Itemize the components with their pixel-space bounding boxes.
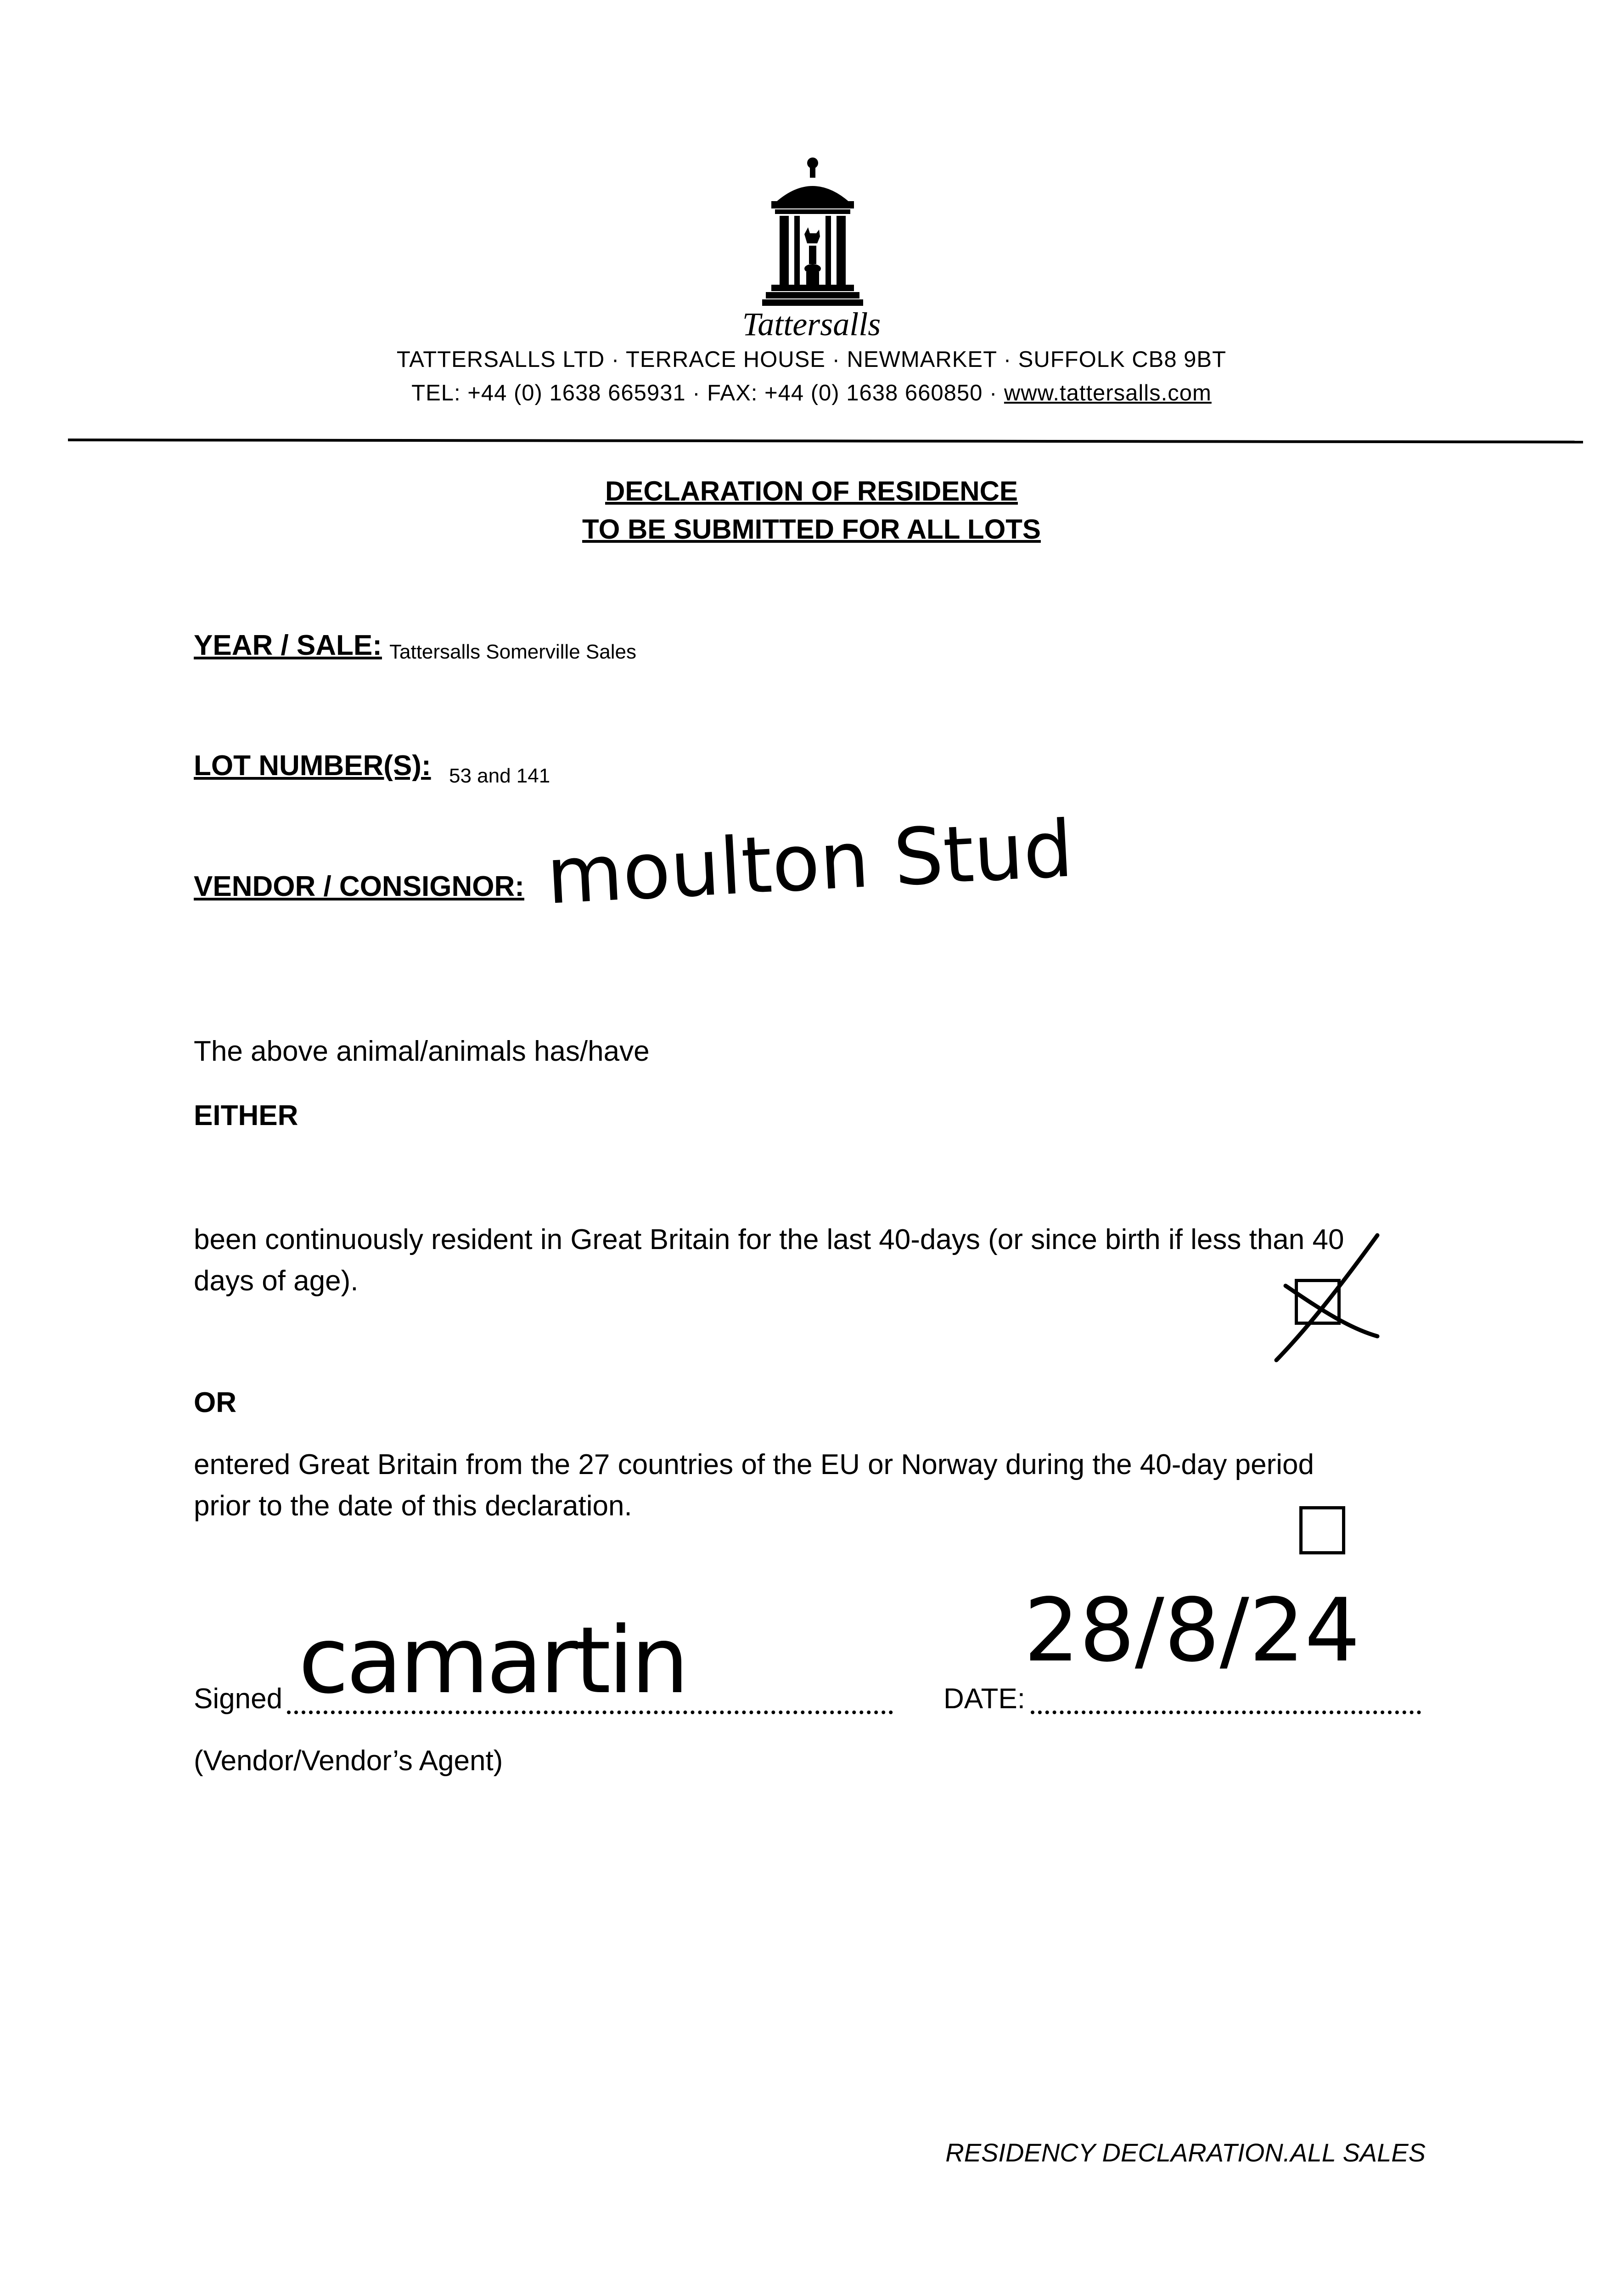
footer-text: RESIDENCY DECLARATION.ALL SALES <box>945 2138 1426 2167</box>
signed-label: Signed <box>194 1683 283 1715</box>
declaration-title-line2: TO BE SUBMITTED FOR ALL LOTS <box>582 514 1041 545</box>
declaration-title-line1: DECLARATION OF RESIDENCE <box>605 476 1018 506</box>
tattersalls-logo-icon <box>762 152 863 308</box>
website-link[interactable]: www.tattersalls.com <box>1004 381 1212 405</box>
or-label: OR <box>194 1387 236 1418</box>
option1-line2: days of age). <box>194 1265 359 1297</box>
vendor-consignor-label: VENDOR / CONSIGNOR: <box>194 871 524 902</box>
checkmark-cross-icon <box>1272 1231 1382 1364</box>
option2-line2: prior to the date of this declaration. <box>194 1490 632 1522</box>
lot-number-label: LOT NUMBER(S): <box>194 750 431 782</box>
either-label: EITHER <box>194 1100 298 1131</box>
intro-text: The above animal/animals has/have <box>194 1035 650 1067</box>
date-label: DATE: <box>943 1683 1025 1715</box>
brand-name: Tattersalls <box>742 306 881 343</box>
option2-text <box>194 1444 1433 1527</box>
date-value: 28/8/24 <box>1024 1580 1360 1681</box>
year-sale-value: Tattersalls Somerville Sales <box>389 641 636 663</box>
company-address: TATTERSALLS LTD · TERRACE HOUSE · NEWMARKET · SUFFOLK CB8 9BT <box>396 347 1227 372</box>
company-contact <box>0 380 1623 406</box>
signer-role: (Vendor/Vendor’s Agent) <box>194 1745 503 1777</box>
option1-text <box>194 1219 1433 1302</box>
option2-line1: entered Great Britain from the 27 countries of the EU or Norway during the 40-day period <box>194 1449 1314 1480</box>
year-sale-label: YEAR / SALE: <box>194 630 382 661</box>
option1-line1: been continuously resident in Great Britain for the last 40-days (or since birth if less than 40 <box>194 1224 1344 1255</box>
header-divider <box>68 439 1583 444</box>
contact-numbers: TEL: +44 (0) 1638 665931 · FAX: +44 (0) 1638 660850 · <box>411 381 1004 405</box>
vendor-consignor-value: moulton Stud <box>544 804 1075 922</box>
signature-value: camartin <box>298 1607 686 1714</box>
option2-checkbox[interactable] <box>1299 1506 1345 1554</box>
date-line <box>1031 1711 1421 1714</box>
lot-number-value: 53 and 141 <box>449 765 550 787</box>
